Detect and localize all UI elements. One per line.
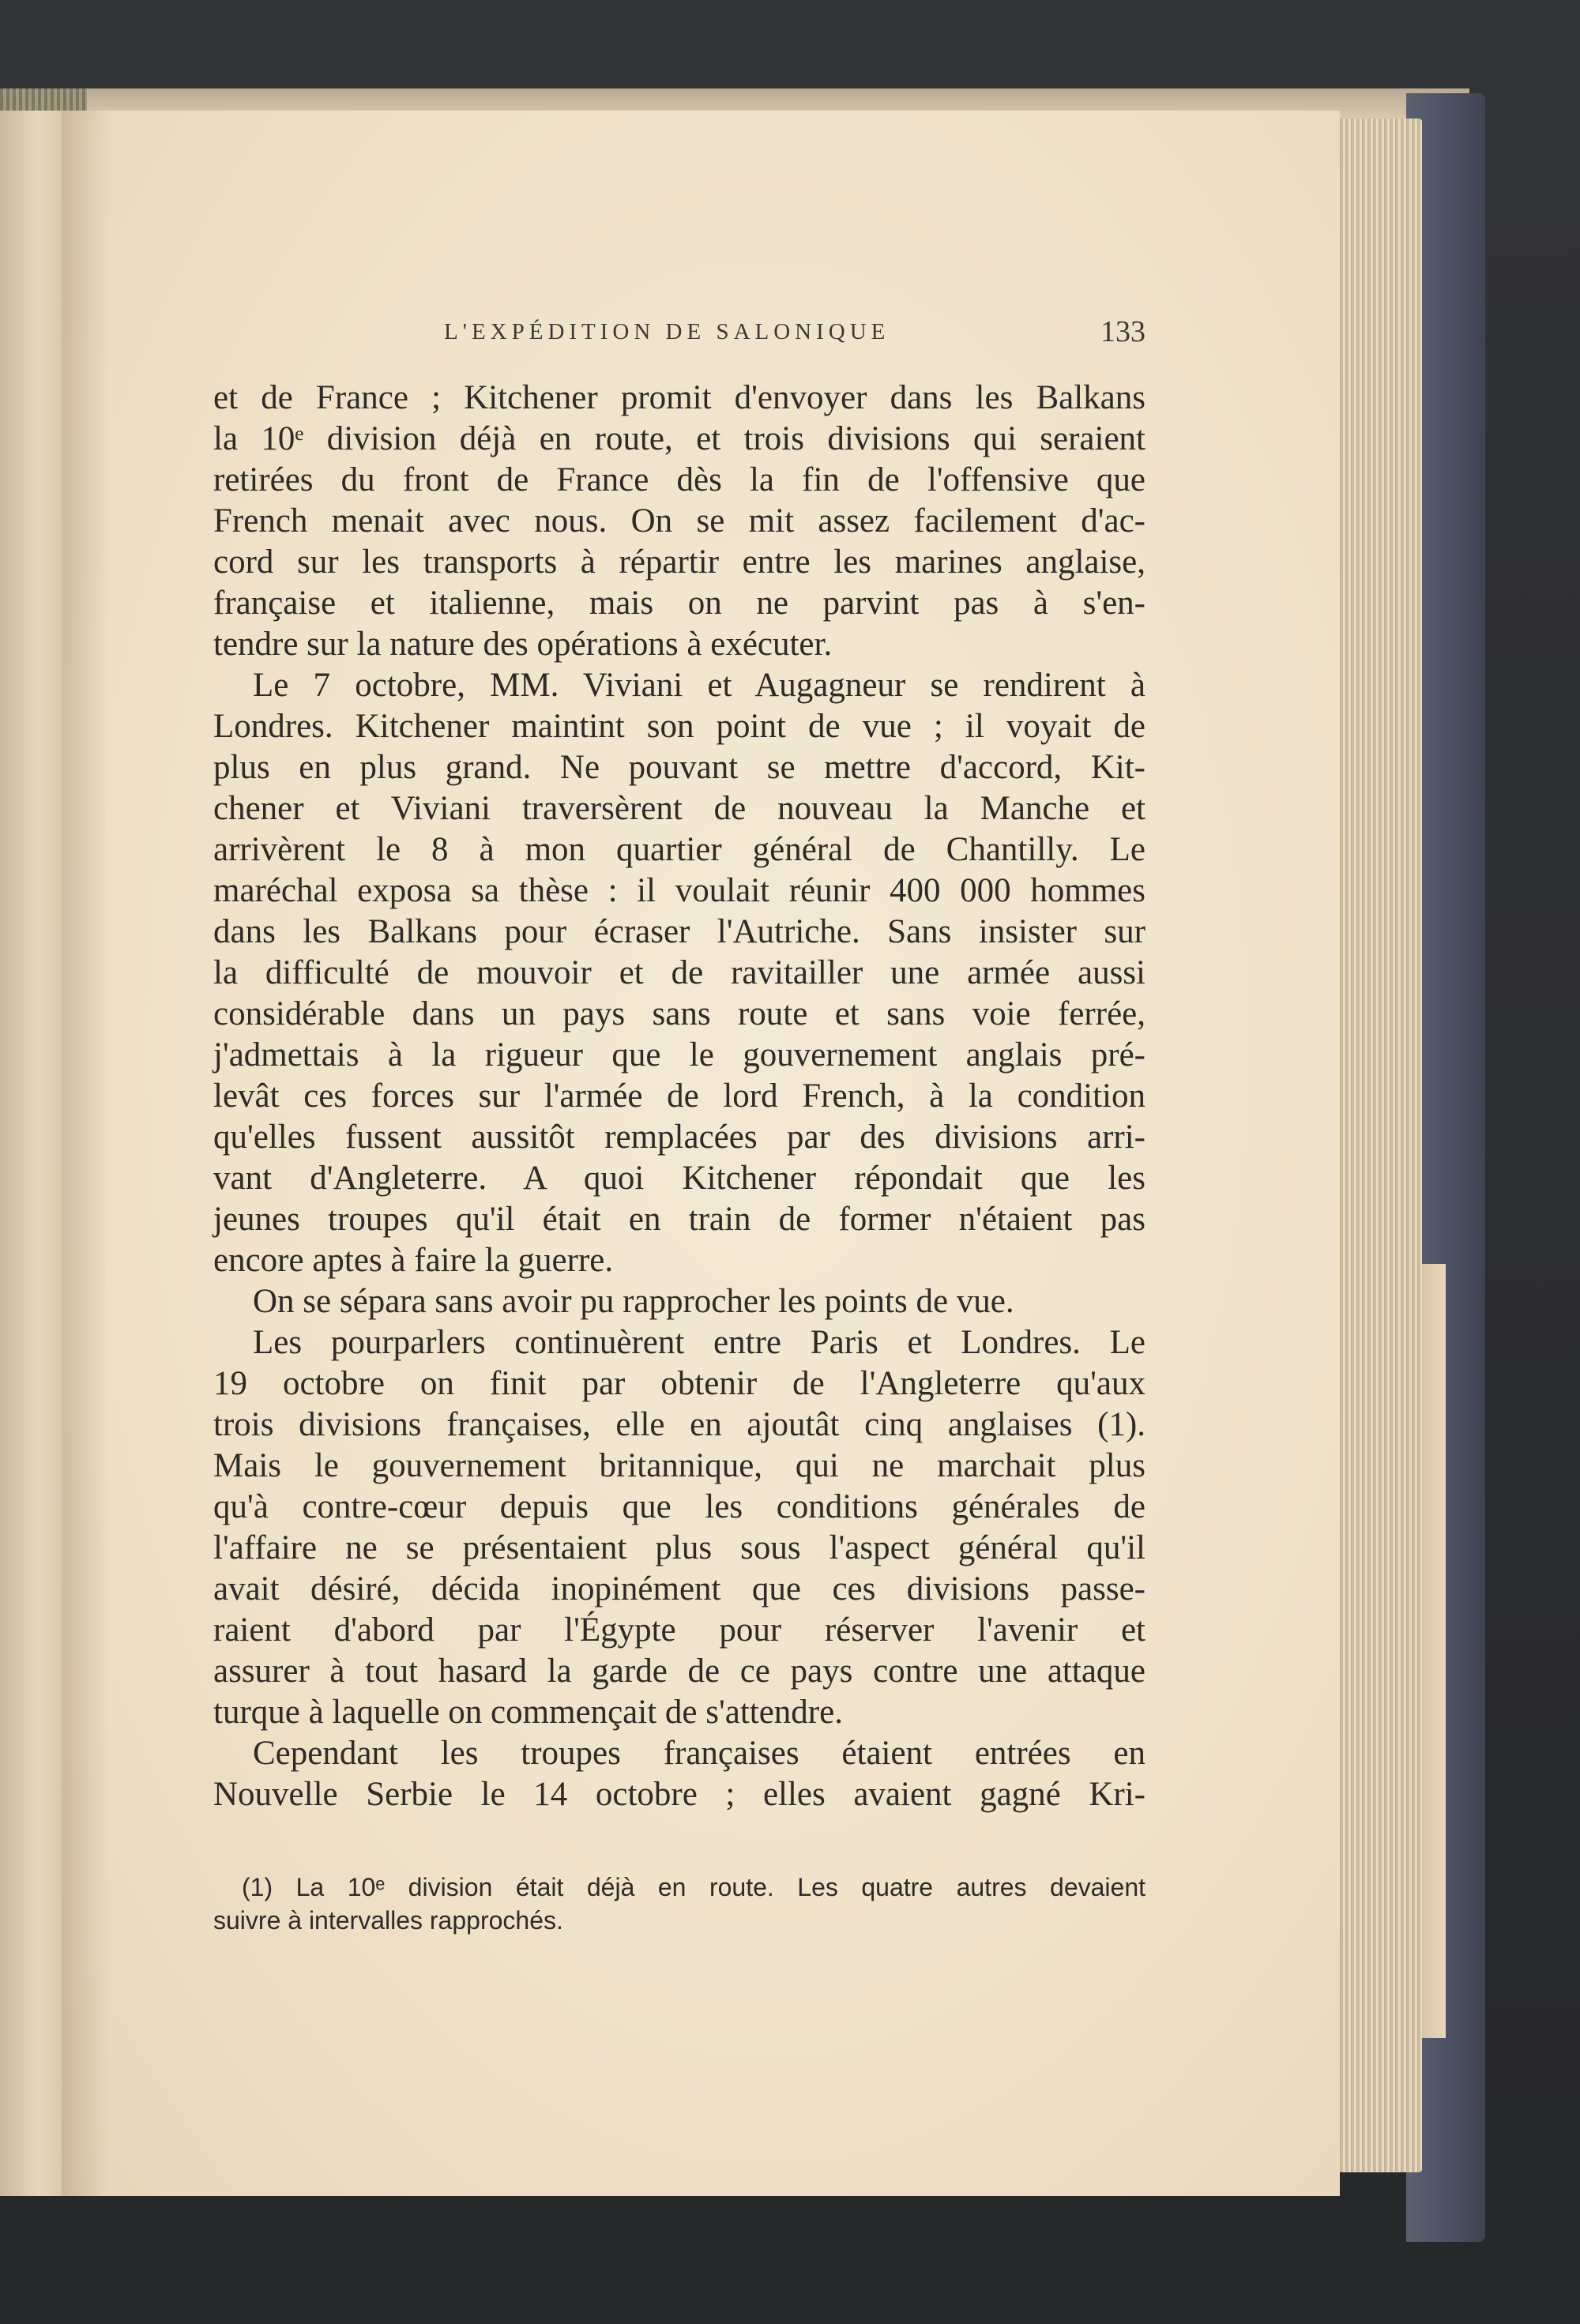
text-line: turque à laquelle on commençait de s'attendre. <box>213 1694 843 1731</box>
page-tab-strip <box>1422 1264 1446 2038</box>
text-line: levât ces forces sur l'armée de lord French, à la condition <box>213 1077 1146 1115</box>
page-header <box>213 315 1146 359</box>
text-line: la 10ᵉ division déjà en route, et trois divisions qui seraient <box>213 420 1146 457</box>
text-line: 19 octobre on finit par obtenir de l'Angleterre qu'aux <box>213 1365 1146 1402</box>
text-line: considérable dans un pays sans route et sans voie ferrée, <box>213 995 1146 1032</box>
text-line: qu'elles fussent aussitôt remplacées par des divisions arri- <box>213 1119 1146 1156</box>
text-line: Nouvelle Serbie le 14 octobre ; elles avaient gagné Kri- <box>213 1776 1146 1813</box>
text-line: j'admettais à la rigueur que le gouvernement anglais pré- <box>213 1036 1146 1074</box>
text-line: dans les Balkans pour écraser l'Autriche. Sans insister sur <box>213 913 1146 950</box>
paragraph-1 <box>213 378 1146 665</box>
text-line: cord sur les transports à répartir entre les marines anglaise, <box>213 543 1146 581</box>
page-number: 133 <box>1100 315 1146 348</box>
text-line: Mais le gouvernement britannique, qui ne marchait plus <box>213 1447 1146 1484</box>
text-line: chener et Viviani traversèrent de nouveau la Manche et <box>213 790 1146 827</box>
footnote-line: suivre à intervalles rapprochés. <box>213 1906 563 1935</box>
text-line: tendre sur la nature des opérations à exécuter. <box>213 626 833 663</box>
paragraph-5 <box>213 1733 1146 1815</box>
paragraph-3 <box>213 1281 1146 1322</box>
text-line: qu'à contre-cœur depuis que les conditions générales de <box>213 1488 1146 1525</box>
text-line: vant d'Angleterre. A quoi Kitchener répondait que les <box>213 1160 1146 1197</box>
text-line: Londres. Kitchener maintint son point de vue ; il voyait de <box>213 708 1146 745</box>
page-body <box>213 378 1146 1815</box>
paragraph-2 <box>213 665 1146 1281</box>
text-line: Le 7 octobre, MM. Viviani et Augagneur se rendirent à <box>253 667 1146 704</box>
text-line: assurer à tout hasard la garde de ce pays contre une attaque <box>213 1653 1146 1690</box>
text-line: retirées du front de France dès la fin de l'offensive que <box>213 461 1146 498</box>
text-line: et de France ; Kitchener promit d'envoyer dans les Balkans <box>213 379 1146 416</box>
text-line: trois divisions françaises, elle en ajoutât cinq anglaises (1). <box>213 1406 1146 1443</box>
text-line: l'affaire ne se présentaient plus sous l'aspect général qu'il <box>213 1529 1146 1566</box>
text-line: jeunes troupes qu'il était en train de former n'étaient pas <box>213 1201 1146 1238</box>
text-line: la difficulté de mouvoir et de ravitailler une armée aussi <box>213 954 1146 991</box>
text-line: French menait avec nous. On se mit assez facilement d'ac- <box>213 502 1146 540</box>
page-edges <box>1335 118 1422 2172</box>
text-line: raient d'abord par l'Égypte pour réserver l'avenir et <box>213 1611 1146 1649</box>
footnote-line: (1) La 10ᵉ division était déjà en route. Les quatre autres devaient <box>242 1873 1146 1901</box>
left-page-edge <box>0 111 70 2196</box>
text-line: Cependant les troupes françaises étaient entrées en <box>253 1735 1146 1772</box>
text-line: plus en plus grand. Ne pouvant se mettre d'accord, Kit- <box>213 749 1146 786</box>
paragraph-4 <box>213 1322 1146 1733</box>
footnote <box>213 1871 1146 1937</box>
text-line: avait désiré, décida inopinément que ces divisions passe- <box>213 1570 1146 1608</box>
text-line: arrivèrent le 8 à mon quartier général de Chantilly. Le <box>213 831 1146 868</box>
text-line: française et italienne, mais on ne parvint pas à s'en- <box>213 585 1146 622</box>
running-head: L'EXPÉDITION DE SALONIQUE <box>444 319 890 344</box>
text-line: On se sépara sans avoir pu rapprocher les points de vue. <box>253 1283 1014 1320</box>
text-line: Les pourparlers continuèrent entre Paris et Londres. Le <box>253 1324 1146 1361</box>
text-line: encore aptes à faire la guerre. <box>213 1242 614 1279</box>
text-line: maréchal exposa sa thèse : il voulait réunir 400 000 hommes <box>213 872 1146 909</box>
